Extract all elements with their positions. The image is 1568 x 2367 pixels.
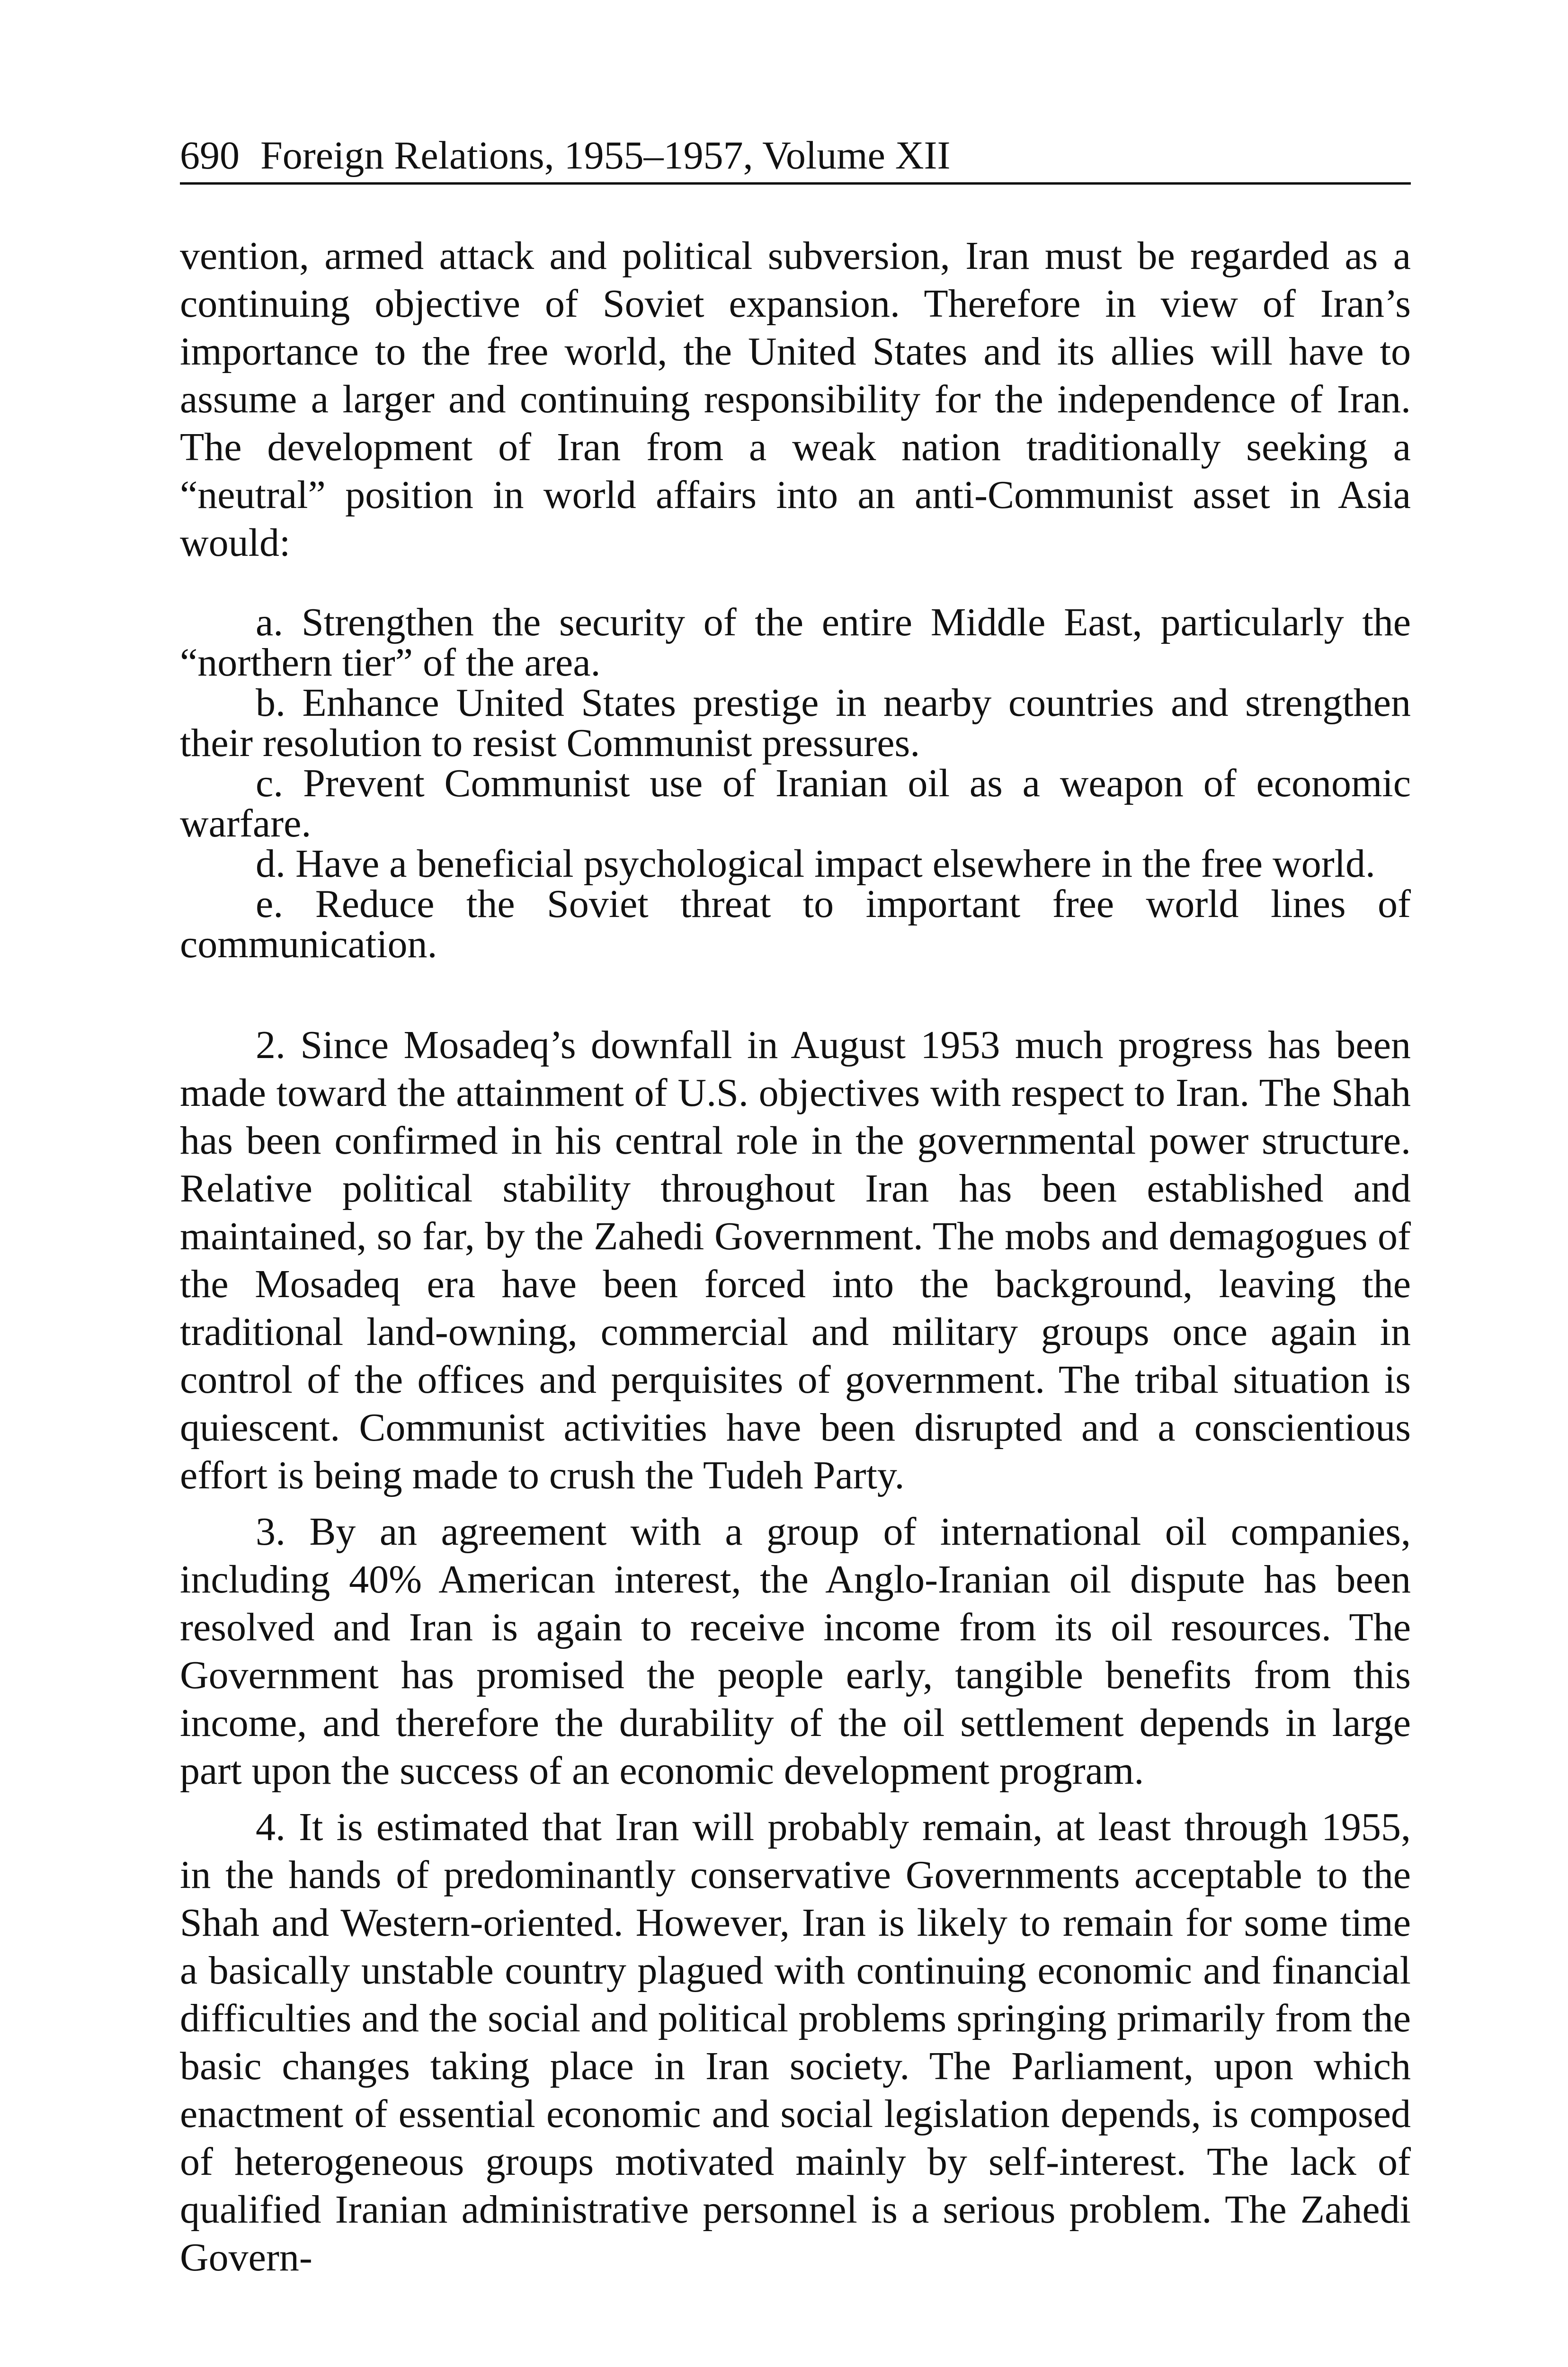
paragraph-3: 3. By an agreement with a group of international oil companies, including 40% American interest, the Anglo-Iranian oil dispute has been resolved and Iran is again to receive income from its oil resources. The Government has promised the people early, tangible benefits from this income, and therefore the durability of the oil settlement depends in large part upon the success of an economic development program.: [180, 1510, 1411, 1793]
list-item: c. Prevent Communist use of Iranian oil as a weapon of economic warfare.: [180, 761, 1411, 845]
page-number: 690: [180, 133, 240, 178]
header-line: [180, 133, 951, 178]
list-item: a. Strengthen the security of the entire Middle East, particularly the “northern tier” of the area.: [180, 600, 1411, 685]
intro-paragraph: vention, armed attack and political subversion, Iran must be regarded as a continuing objective of Soviet expansion. Therefore in view of Iran’s importance to the free world, the United States and its allies will have to assume a larger and continuing responsibility for the independence of Iran. The development of Iran from a weak nation traditionally seeking a “neutral” position in world affairs into an anti-Communist asset in Asia would:: [180, 234, 1411, 565]
list-item: e. Reduce the Soviet threat to important free world lines of communication.: [180, 882, 1411, 966]
page-body: [180, 232, 1411, 2281]
running-title: Foreign Relations, 1955–1957, Volume XII: [260, 133, 951, 178]
running-header: [180, 125, 1411, 185]
objectives-list: [180, 602, 1411, 964]
list-item: d. Have a beneficial psychological impact elsewhere in the free world.: [256, 842, 1376, 886]
list-item: b. Enhance United States prestige in nearby countries and strengthen their resolution to resist Communist pressures.: [180, 681, 1411, 765]
paragraph-2: 2. Since Mosadeq’s downfall in August 1953 much progress has been made toward the attainment of U.S. objectives with respect to Iran. The Shah has been confirmed in his central role in the governmental power structure. Relative political stability throughout Iran has been established and maintained, so far, by the Zahedi Government. The mobs and demagogues of the Mosadeq era have been forced into the background, leaving the traditional land-owning, commercial and military groups once again in control of the offices and perquisites of government. The tribal situation is quiescent. Communist activities have been disrupted and a conscientious effort is being made to crush the Tudeh Party.: [180, 1023, 1411, 1497]
paragraph-4: 4. It is estimated that Iran will probably remain, at least through 1955, in the hands of predominantly conservative Governments acceptable to the Shah and Western-oriented. However, Iran is likely to remain for some time a basically unstable country plagued with continuing economic and financial difficulties and the social and political problems springing primarily from the basic changes taking place in Iran society. The Parliament, upon which enactment of essential economic and social legislation depends, is composed of heterogeneous groups motivated mainly by self-interest. The lack of qualified Iranian administrative personnel is a serious problem. The Zahedi Govern-: [180, 1805, 1411, 2279]
